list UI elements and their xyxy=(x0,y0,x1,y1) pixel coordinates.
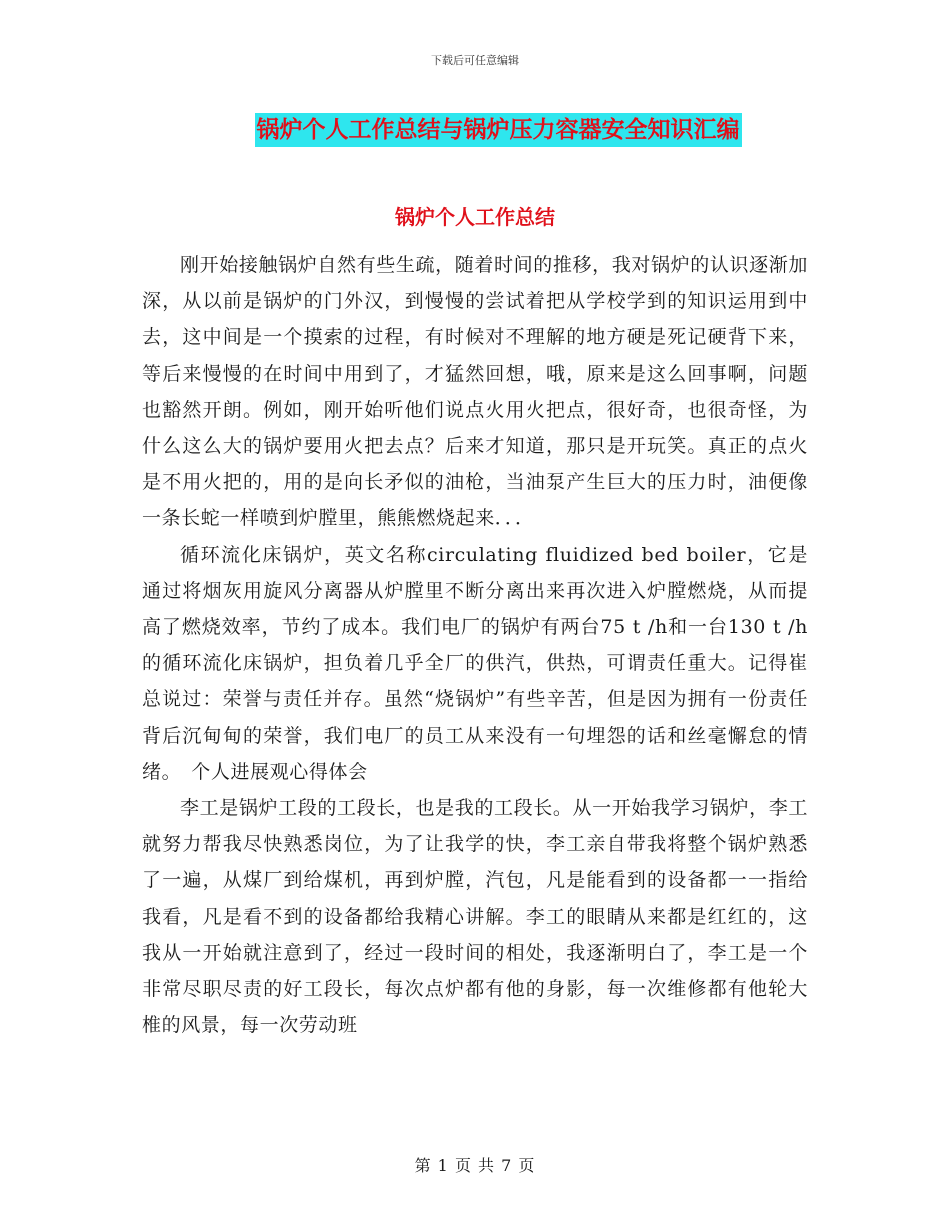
section-title: 锅炉个人工作总结 xyxy=(395,205,555,229)
paragraph: 李工是锅炉工段的工段长，也是我的工段长。从一开始我学习锅炉，李工就努力帮我尽快熟悉岗位，为了让我学的快，李工亲自带我将整个锅炉熟悉了一遍，从煤厂到给煤机，再到炉膛，汽包，凡是能看到的设备都一一指给我看，凡是看不到的设备都给我精心讲解。李工的眼睛从来都是红红的，这我从一开始就注意到了，经过一段时间的相处，我逐渐明白了，李工是一个非常尽职尽责的好工段长，每次点炉都有他的身影，每一次维修都有他轮大椎的风景，每一次劳动班 xyxy=(142,797,808,1037)
header-note: 下载后可任意编辑 xyxy=(431,54,519,67)
body-text xyxy=(142,247,808,1043)
paragraph: 刚开始接触锅炉自然有些生疏，随着时间的推移，我对锅炉的认识逐渐加深，从以前是锅炉的门外汉，到慢慢的尝试着把从学校学到的知识运用到中去，这中间是一个摸索的过程，有时候对不理解的地方硬是死记硬背下来，等后来慢慢的在时间中用到了，才猛然回想，哦，原来是这么回事啊，问题也豁然开朗。例如，刚开始听他们说点火用火把点，很好奇，也很奇怪，为什么这么大的锅炉要用火把去点？后来才知道，那只是开玩笑。真正的点火是不用火把的，用的是向长矛似的油枪，当油泵产生巨大的压力时，油便像一条长蛇一样喷到炉膛里，熊熊燃烧起来．．． xyxy=(142,254,808,530)
paragraph: 循环流化床锅炉，英文名称circulating fluidized bed boiler，它是通过将烟灰用旋风分离器从炉膛里不断分离出来再次进入炉膛燃烧，从而提高了燃烧效率，节约了成本。我们电厂的锅炉有两台75 t /h和一台130 t /h的循环流化床锅炉，担负着几乎全厂的供汽，供热，可谓责任重大。记得崔总说过：荣誉与责任并存。虽然“烧锅炉”有些辛苦，但是因为拥有一份责任背后沉甸甸的荣誉，我们电厂的员工从来没有一句埋怨的话和丝毫懈怠的情绪。 个人进展观心得体会 xyxy=(142,543,808,783)
main-title-container xyxy=(0,113,950,147)
page-footer: 第 1 页 共 7 页 xyxy=(414,1156,536,1175)
main-title: 锅炉个人工作总结与锅炉压力容器安全知识汇编 xyxy=(255,113,742,147)
